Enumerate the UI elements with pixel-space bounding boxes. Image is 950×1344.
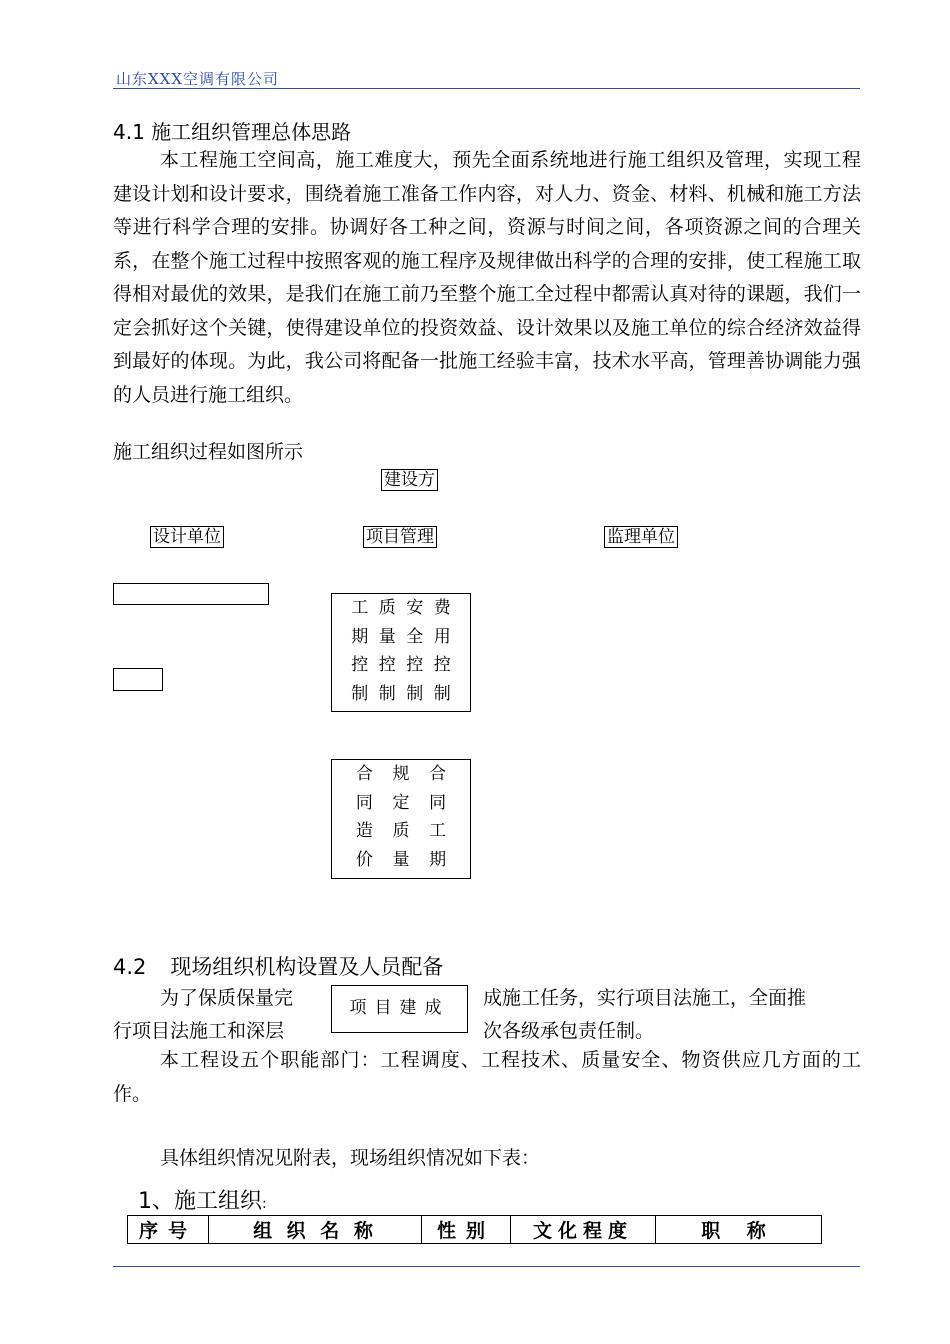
result-grid xyxy=(331,759,471,879)
grid-cell: 定 xyxy=(392,792,410,813)
p1-line2-right: 次各级承包责任制。 xyxy=(483,1020,655,1042)
grid-cell: 工 xyxy=(351,598,369,618)
header-rule xyxy=(113,88,860,89)
grid-cell: 期 xyxy=(351,626,369,647)
grid-cell: 价 xyxy=(355,849,373,870)
footer-rule xyxy=(113,1266,860,1267)
table-header-cell: 性别 xyxy=(422,1216,511,1244)
table-header-cell: 组 织 名 称 xyxy=(209,1216,422,1244)
control-grid-row xyxy=(332,680,470,709)
result-grid-row xyxy=(332,817,470,846)
grid-cell: 规 xyxy=(392,764,410,784)
diagram-caption: 施工组织过程如图所示 xyxy=(113,441,304,463)
control-grid-row xyxy=(332,651,470,680)
p1-line1-right: 成施工任务，实行项目法施工，全面推 xyxy=(483,987,807,1009)
grid-cell: 同 xyxy=(429,792,447,813)
organization-table xyxy=(127,1215,822,1244)
grid-cell: 制 xyxy=(351,683,369,704)
control-grid-row xyxy=(332,594,470,623)
control-grid xyxy=(331,593,471,712)
grid-cell: 控 xyxy=(433,655,451,675)
result-grid-row xyxy=(332,789,470,818)
section-4-1-paragraph: 本工程施工空间高，施工难度大，预先全面系统地进行施工组织及管理，实现工程建设计划和设计要求，围绕着施工准备工作内容，对人力、资金、材料、机械和施工方法等进行科学合理的安排。协调好各工种之间，资源与时间之间，各项资源之间的合理关系，在整个施工过程中按照客观的施工程序及规律做出科学的合理的安排，使工程施工取得相对最优的效果，是我们在施工前乃至整个施工全过程中都需认真对待的课题，我们一定会抓好这个关键，使得建设单位的投资效益、设计效果以及施工单位的综合经济效益得到最好的体现。为此，我公司将配备一批施工经验丰富，技术水平高，管理善协调能力强的人员进行施工组织。 xyxy=(113,149,861,406)
p1-line1-left: 为了保质保量完 xyxy=(160,987,294,1009)
grid-cell: 同 xyxy=(355,792,373,813)
project-management-box: 项目管理 xyxy=(363,526,437,548)
table-header-cell: 序号 xyxy=(128,1216,209,1244)
grid-cell: 控 xyxy=(378,655,396,675)
grid-cell: 全 xyxy=(406,626,424,647)
grid-cell: 安 xyxy=(406,598,424,618)
sub-heading-colon: : xyxy=(262,1196,267,1212)
section-4-1-heading: 4.1 施工组织管理总体思路 xyxy=(113,120,352,144)
grid-cell: 质 xyxy=(378,598,396,618)
grid-cell: 工 xyxy=(429,821,447,841)
grid-cell: 制 xyxy=(433,683,451,704)
owner-box: 建设方 xyxy=(381,469,438,491)
grid-cell: 制 xyxy=(406,683,424,704)
supervision-unit-box: 监理单位 xyxy=(604,526,678,548)
empty-box-small xyxy=(113,668,163,691)
section-4-2-title: 现场组织机构设置及人员配备 xyxy=(170,955,444,979)
grid-cell: 量 xyxy=(392,849,410,870)
section-4-2-paragraph-2: 本工程设五个职能部门：工程调度、工程技术、质量安全、物资供应几方面的工作。 xyxy=(113,1049,861,1105)
table-header-cell: 文化程度 xyxy=(511,1216,656,1244)
design-unit-box: 设计单位 xyxy=(150,526,224,548)
result-grid-row xyxy=(332,760,470,789)
project-complete-box: 项目建成 xyxy=(331,985,468,1033)
empty-box-wide xyxy=(113,583,269,605)
section-4-2-paragraph-3: 具体组织情况见附表，现场组织情况如下表： xyxy=(160,1147,541,1169)
grid-cell: 合 xyxy=(355,764,373,784)
grid-cell: 合 xyxy=(429,764,447,784)
grid-cell: 控 xyxy=(351,655,369,675)
section-4-2-heading xyxy=(113,951,443,981)
grid-cell: 期 xyxy=(429,849,447,870)
p1-line2-left: 行项目法施工和深层 xyxy=(113,1020,285,1042)
grid-cell: 控 xyxy=(406,655,424,675)
result-grid-row xyxy=(332,846,470,875)
grid-cell: 造 xyxy=(355,821,373,841)
grid-cell: 费 xyxy=(433,598,451,618)
company-header: 山东XXX空调有限公司 xyxy=(116,70,280,88)
sub-heading xyxy=(138,1184,267,1215)
grid-cell: 质 xyxy=(392,821,410,841)
section-4-2-number: 4.2 xyxy=(113,955,147,979)
control-grid-row xyxy=(332,623,470,652)
sub-heading-text: 1、施工组织 xyxy=(138,1189,262,1214)
grid-cell: 量 xyxy=(378,626,396,647)
table-header-cell: 职 称 xyxy=(656,1216,822,1244)
table-header-row xyxy=(128,1216,822,1244)
grid-cell: 制 xyxy=(378,683,396,704)
grid-cell: 用 xyxy=(433,626,451,647)
